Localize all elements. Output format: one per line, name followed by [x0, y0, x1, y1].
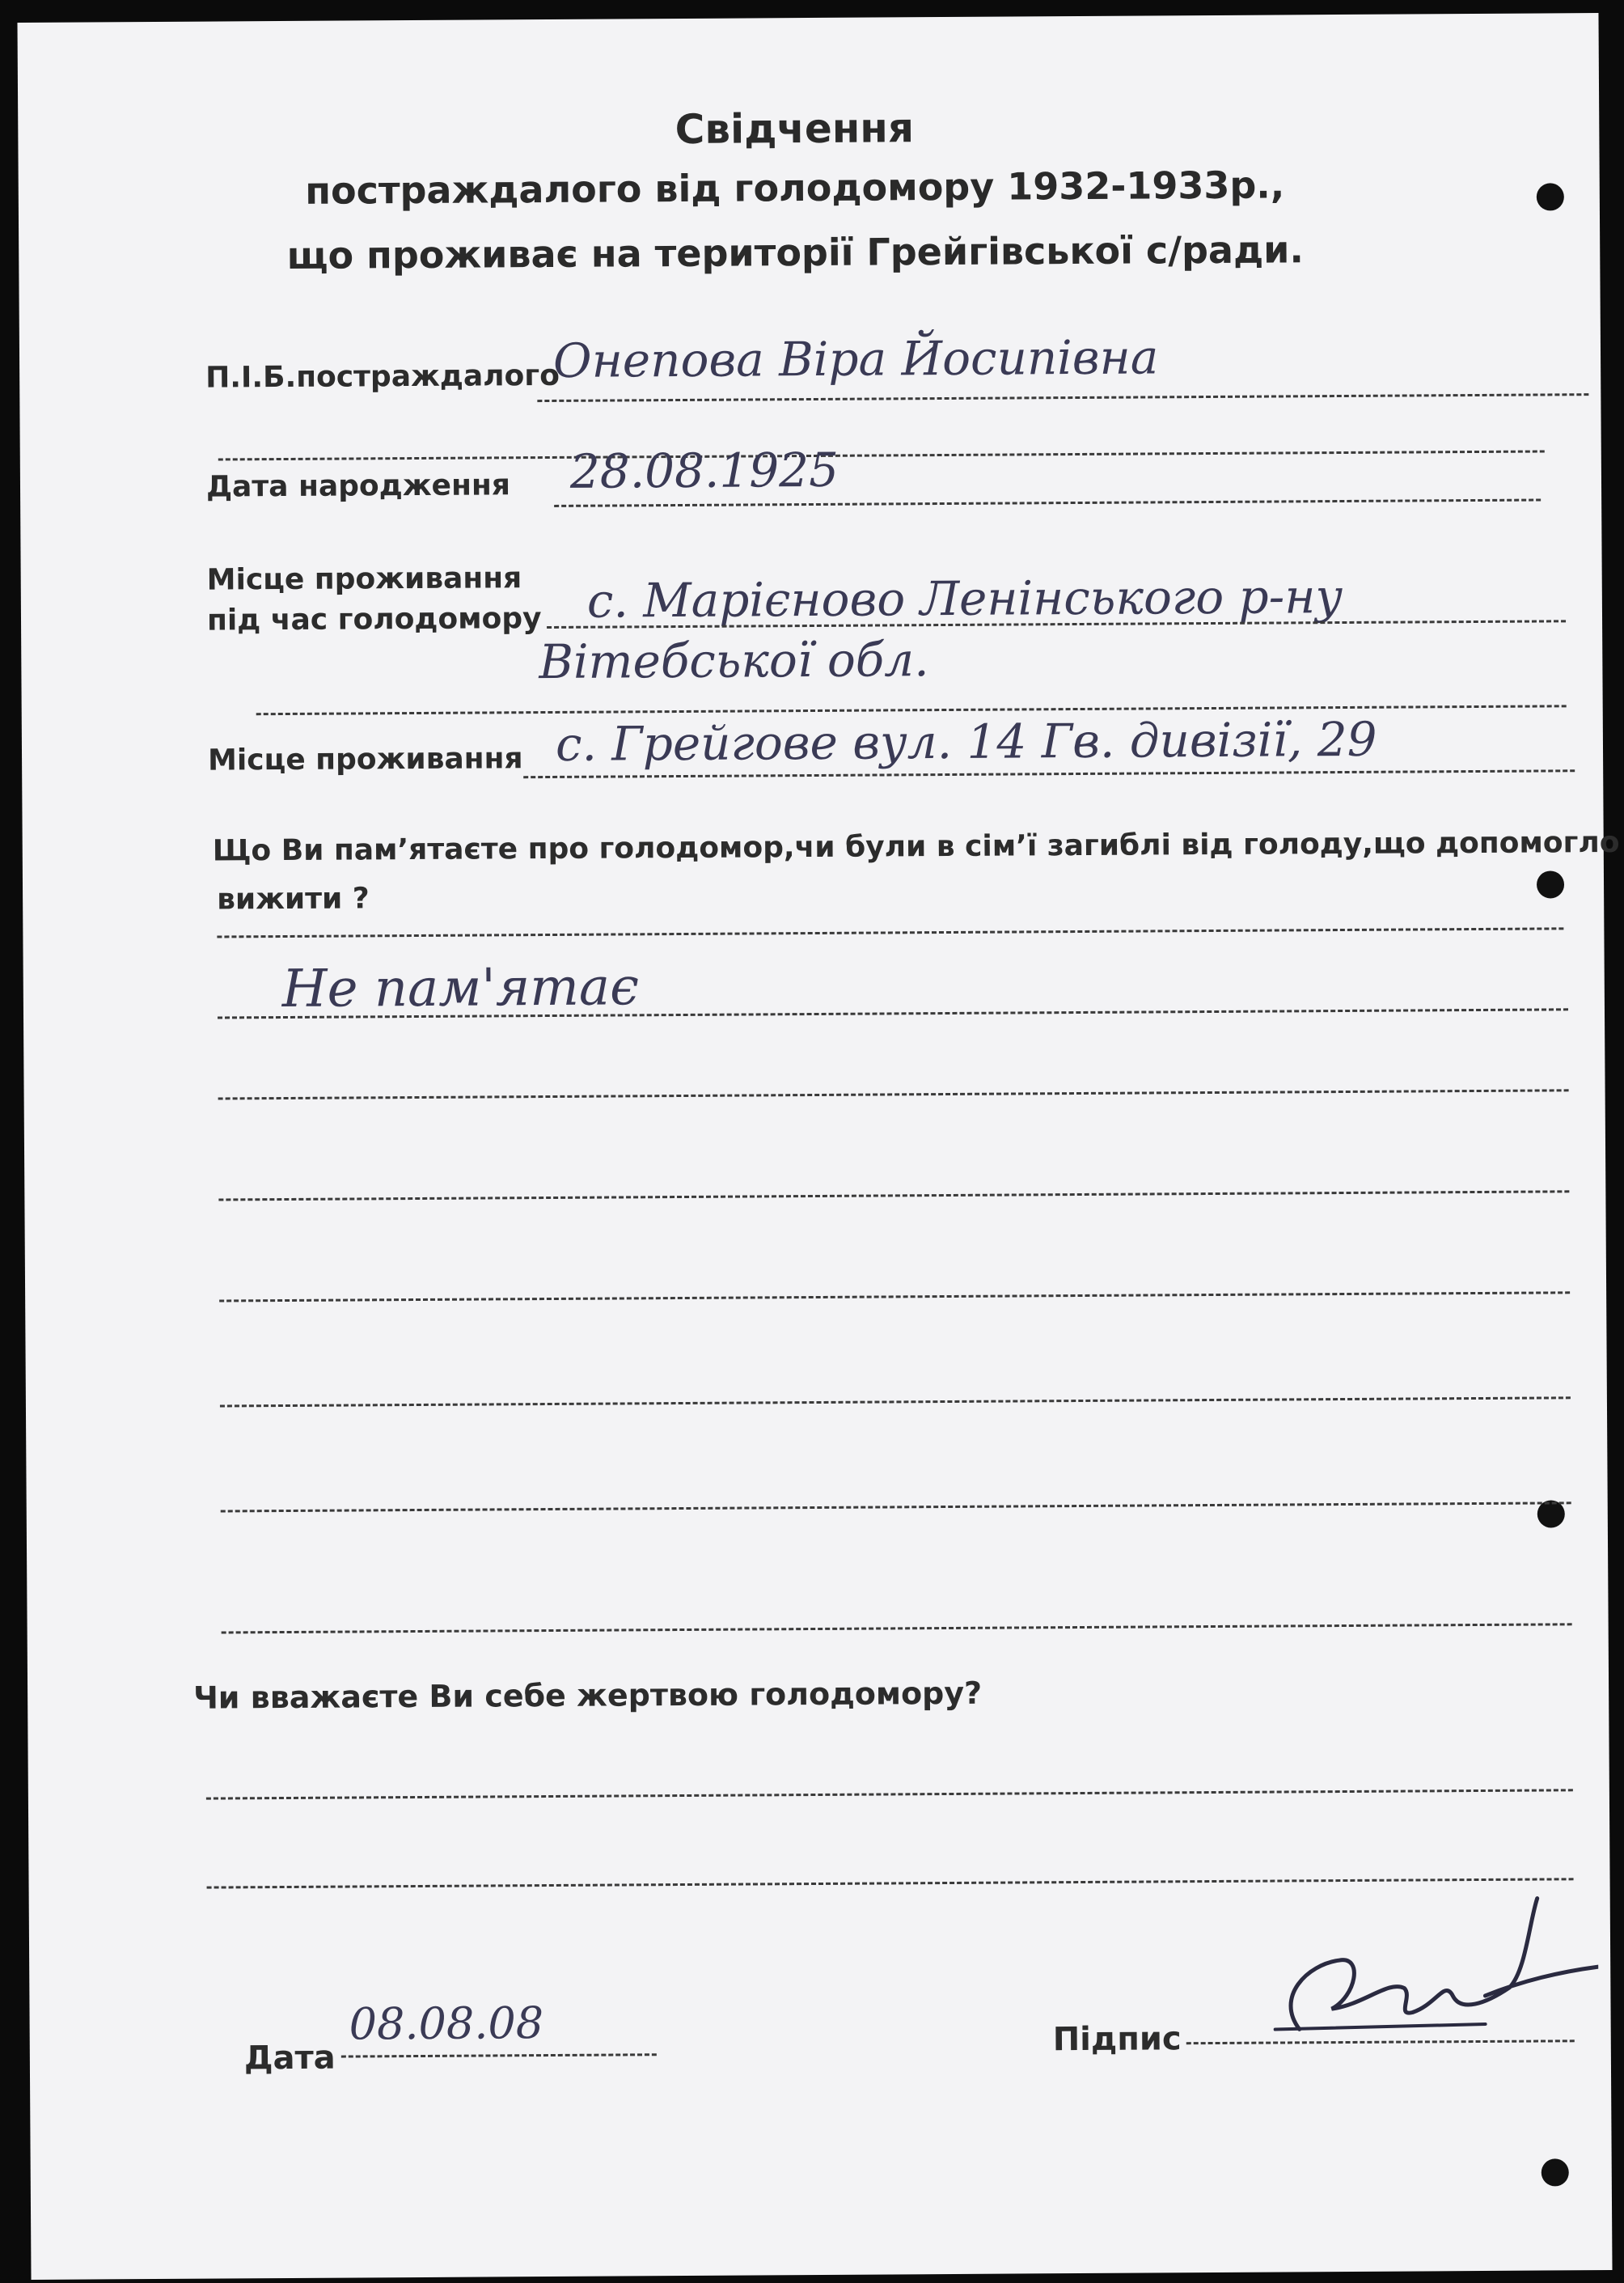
answer-line-8 [222, 1623, 1572, 1633]
famine-residence-label-line-2: під час голодомору [206, 602, 542, 637]
name-line-extra [218, 450, 1545, 460]
residence-label: Місце проживання [207, 742, 523, 777]
answer-line-7 [221, 1502, 1571, 1512]
residence-value: с. Грейгове вул. 14 Гв. дивізії, 29 [555, 711, 1377, 772]
birth-date-label: Дата народження [205, 468, 511, 504]
birth-date-value: 28.08.1925 [569, 442, 839, 499]
document-title: Свідчення [675, 104, 915, 154]
victim-answer-line-1 [206, 1789, 1573, 1799]
punch-hole-top [1537, 183, 1564, 210]
name-line [537, 393, 1588, 402]
answer-line-3 [218, 1089, 1569, 1099]
date-value: 08.08.08 [349, 1997, 544, 2050]
document-subtitle-line-1: постраждалого від голодомору 1932-1933р., [305, 163, 1285, 213]
answer-line-6 [220, 1396, 1571, 1407]
document-page [17, 13, 1620, 2280]
answer-line-5 [219, 1291, 1570, 1302]
signature-label: Підпис [1052, 2020, 1182, 2059]
date-label: Дата [243, 2039, 336, 2078]
famine-residence-label-line-1: Місце проживання [206, 561, 522, 597]
name-value: Онепова Віра Йосипівна [552, 329, 1159, 388]
punch-hole-upper-middle [1537, 870, 1564, 898]
question-memory-continued: вижити ? [216, 882, 370, 917]
famine-residence-value-line-1: с. Марієново Ленінського р-ну [586, 569, 1343, 629]
famine-residence-value-line-2: Вітебської обл. [539, 632, 929, 690]
answer-memory: Не пам'ятає [281, 957, 640, 1020]
document-subtitle-line-2: що проживає на території Грейгівської с/ради. [286, 227, 1305, 277]
handwritten-signature [1242, 1874, 1599, 2054]
answer-line-1 [217, 927, 1563, 938]
question-memory: Що Ви пам’ятаєте про голодомор,чи були в сім’ї загиблі від голоду,що допомогло [212, 825, 1620, 868]
date-line [341, 2053, 657, 2057]
name-label: П.І.Б.постраждалого [205, 358, 560, 395]
answer-line-4 [218, 1190, 1569, 1201]
punch-hole-bottom [1542, 2158, 1569, 2186]
birth-date-line [554, 499, 1541, 507]
question-victim: Чи вважаєте Ви себе жертвою голодомору? [193, 1675, 983, 1716]
